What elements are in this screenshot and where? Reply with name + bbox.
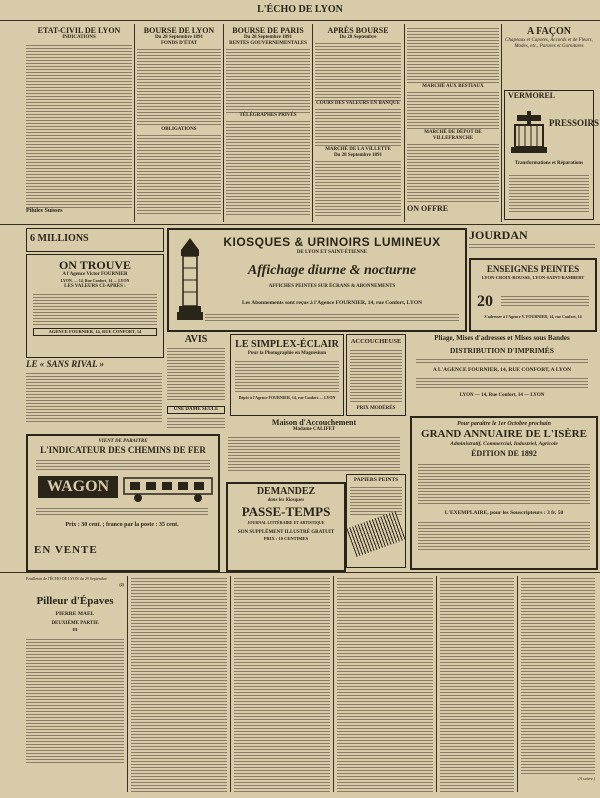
- demandez-title: DEMANDEZ: [256, 486, 316, 497]
- marche-bestiaux-text: [407, 90, 499, 130]
- apres-bourse-table: [315, 41, 401, 101]
- vermorel-text: [509, 173, 589, 213]
- enseignes-ad: [469, 258, 597, 332]
- on-trouve-line1: A l'Agence Victor FOURNIER: [62, 272, 128, 277]
- pliage-text: [416, 357, 588, 365]
- obligations-table: [137, 133, 221, 215]
- pliage-agency: A L'AGENCE FOURNIER, 14, RUE CONFORT, A LYON: [432, 367, 572, 373]
- rentes-heading: RENTES GOUVERNEMENTALES: [229, 41, 307, 46]
- maison-title: Maison d'Accouchement: [271, 418, 357, 427]
- simplex-title: LE SIMPLEX-ÉCLAIR: [235, 339, 339, 350]
- bourse-lyon-column: [137, 26, 221, 222]
- millions-ad: [26, 228, 164, 252]
- kiosques-fineprint: [205, 312, 459, 322]
- accoucheuse-text: [350, 348, 402, 404]
- avis-title: AVIS: [184, 334, 208, 345]
- pressoirs-label: PRESSOIRS: [549, 118, 600, 128]
- maison-text: [228, 435, 400, 471]
- feuilleton-text-1: [26, 637, 124, 765]
- villette-heading: MARCHÉ DE LA VILLETTE: [325, 147, 391, 152]
- a-suivre: (A suivre.): [578, 776, 595, 781]
- annuaire-text: [418, 462, 590, 506]
- chably-logo: [346, 511, 405, 557]
- column-rule: [230, 576, 231, 792]
- feuilleton-col-3: [234, 576, 330, 792]
- simplex-subtitle: Pour la Photographie en Magnésium: [247, 351, 327, 356]
- cours-valeurs-heading: COURS DES VALEURS EN BANQUE: [316, 101, 400, 106]
- indicateur-text: [36, 458, 210, 472]
- column-rule: [134, 24, 135, 222]
- maison-name: Madame CALIFET: [292, 427, 336, 432]
- feuilleton-col-4: [337, 576, 433, 792]
- etat-civil-column: [26, 26, 132, 222]
- telegraphes-table: [226, 119, 310, 215]
- apres-bourse-column: [315, 26, 401, 222]
- kiosques-ad: [167, 228, 467, 332]
- vermorel-tagline: Transformations et Réparations: [514, 161, 584, 166]
- bourse-lyon-title: BOURSE DE LYON: [143, 26, 215, 35]
- bourse-paris-column: [226, 26, 310, 222]
- feuilleton-header: Feuilleton de l'ÉCHO DE LYON du 29 Septembre: [26, 576, 107, 581]
- feuilleton-author: PIERRE MAEL: [55, 611, 95, 617]
- on-trouve-agency: AGENCE FOURNIER, 14, RUE CONFORT, 14: [33, 328, 157, 336]
- a-facon-title: A FAÇON: [527, 26, 571, 37]
- maison-ad: [222, 418, 406, 480]
- annuaire-price: L'EXEMPLAIRE, pour les Souscripteurs : 3 fr. 50: [444, 510, 564, 516]
- kiosques-subtitle: DE LYON ET SAINT-ÉTIENNE: [296, 250, 368, 255]
- section-divider: [0, 224, 600, 225]
- apres-bourse-date: Du 28 Septembre: [339, 35, 377, 40]
- fonds-etat-heading: FONDS D'ÉTAT: [160, 41, 198, 46]
- accoucheuse-title: ACCOUCHEUSE: [350, 338, 402, 345]
- passe-temps-ad: [226, 482, 346, 572]
- papiers-title: PAPIERS PEINTS: [353, 477, 399, 483]
- enseignes-text: [501, 294, 589, 308]
- etat-civil-text: [26, 43, 132, 208]
- simplex-ad: [230, 334, 344, 416]
- pliage-ad: [410, 334, 594, 414]
- obligations-heading: OBLIGATIONS: [161, 127, 197, 132]
- indicateur-ad: [26, 434, 220, 572]
- column-rule: [333, 576, 334, 792]
- column-rule: [501, 24, 502, 222]
- annuaire-ad: [410, 416, 598, 570]
- marche-bestiaux-title: MARCHÉ AUX BESTIAUX: [422, 84, 484, 89]
- feuilleton-text-6: [521, 576, 595, 776]
- pliage-title: Pliage, Mises d'adresses et Mises sous Bandes: [434, 334, 570, 342]
- feuilleton-col-6: [521, 576, 595, 792]
- kiosques-headline: Affichage diurne & nocturne: [247, 263, 417, 278]
- on-trouve-ad: [26, 254, 164, 358]
- vient-de-paraitre: VIENT DE PARAITRE: [98, 439, 148, 444]
- en-vente-label: EN VENTE: [34, 544, 98, 556]
- on-trouve-line3: LES VALEURS CI-APRÈS :: [64, 284, 126, 289]
- column-rule: [312, 24, 313, 222]
- bourse-lyon-date: Du 28 Septembre 1891: [154, 35, 204, 40]
- valeurs-list: [33, 292, 157, 326]
- demandez-subtitle: dans les Kiosques: [267, 498, 305, 503]
- indicateur-title: L'INDICATEUR DES CHEMINS DE FER: [40, 445, 206, 455]
- simplex-footer: Dépôt à l'Agence FOURNIER, 14, rue Confort — LYON: [238, 395, 336, 400]
- villette-text: [315, 159, 401, 217]
- jourdan-ad: [469, 228, 595, 254]
- a-facon-ad: [504, 26, 594, 86]
- kiosques-title: KIOSQUES & URINOIRS LUMINEUX: [223, 235, 441, 249]
- column-rule: [127, 576, 128, 792]
- avis-text: [167, 346, 225, 402]
- millions-title: 6 MILLIONS: [30, 233, 89, 244]
- vermorel-brand: VERMOREL: [508, 91, 556, 100]
- enseignes-footer: S'adresser à l'Agence V. FOURNIER, 14, rue Confort, 14: [484, 314, 582, 319]
- column-rule: [223, 24, 224, 222]
- villefranche-text: [407, 142, 499, 204]
- feuilleton-part: DEUXIÈME PARTIE: [51, 621, 99, 626]
- papiers-peints-ad: [346, 474, 406, 568]
- enseignes-subtitle: LYON-CROIX-ROUSSE, LYON-SAINT-RAMBERT: [481, 275, 585, 280]
- sans-rival-text: [26, 371, 162, 423]
- feuilleton-title: Pilleur d'Épaves: [36, 595, 114, 607]
- feuilleton-number: (2): [119, 582, 124, 587]
- on-offre-heading: ON OFFRE: [407, 204, 449, 213]
- annuaire-subtitle: Administratif, Commercial, Industriel, Agricole: [450, 441, 558, 447]
- villefranche-heading: MARCHÉ DE DÉPOT DE VILLEFRANCHE: [424, 130, 482, 141]
- kiosques-tagline: AFFICHES PEINTES SUR ÉCRANS & ABONNEMENTS: [268, 284, 396, 289]
- indicateur-text-2: [36, 506, 208, 516]
- telegraphes-heading: TÉLÉGRAPHES PRIVÉS: [239, 113, 297, 118]
- column-rule: [436, 576, 437, 792]
- rentes-table: [226, 47, 310, 113]
- jourdan-title: JOURDAN: [469, 228, 528, 242]
- dame-seule: UNE DAME SEULE: [167, 406, 225, 414]
- villette-date: Du 28 Septembre 1891: [333, 153, 383, 158]
- enseignes-title: ENSEIGNES PEINTES: [486, 264, 580, 274]
- annuaire-text-2: [418, 520, 590, 550]
- column-rule: [404, 24, 405, 222]
- feuilleton-divider: [0, 572, 600, 573]
- jourdan-text: [469, 242, 595, 250]
- etat-civil-title: ETAT-CIVIL DE LYON: [37, 26, 121, 35]
- pliage-footer: LYON — 14, Rue Confort, 14 — LYON: [459, 393, 545, 398]
- feuilleton-col-1: [26, 576, 124, 792]
- bourse-paris-date: Du 28 Septembre 1891: [243, 35, 293, 40]
- enseignes-price: 20: [477, 293, 493, 310]
- cours-valeurs-table: [315, 107, 401, 147]
- dame-seule-text: [167, 416, 225, 430]
- passe-temps-supplement: SON SUPPLÉMENT ILLUSTRÉ GRATUIT: [237, 530, 335, 535]
- pliage-text-2: [416, 376, 588, 390]
- kiosques-footer: Les Abonnements sont reçus à l'Agence FOURNIER, 14, rue Confort, LYON: [241, 300, 423, 306]
- passe-temps-headline: PASSE-TEMPS: [241, 504, 331, 519]
- fonds-etat-table: [137, 47, 221, 127]
- apres-bourse-title: APRÈS BOURSE: [327, 26, 389, 35]
- accoucheuse-footer: PRIX MODÉRÉS: [356, 406, 396, 411]
- bourse-paris-title: BOURSE DE PARIS: [232, 26, 304, 35]
- annuaire-title: GRAND ANNUAIRE DE L'ISÈRE: [421, 428, 587, 440]
- on-trouve-title: ON TROUVE: [58, 258, 132, 272]
- on-trouve-line2: LYON. — 14, Rue Confort, 14 — LYON: [60, 278, 130, 283]
- wagon-illustration: [122, 474, 216, 504]
- annuaire-edition: ÉDITION DE 1892: [471, 449, 537, 458]
- passe-temps-price: PRIX : 10 CENTIMES: [263, 536, 309, 541]
- avis-ad: [167, 334, 225, 434]
- wagon-label: WAGON: [38, 476, 118, 498]
- a-facon-text: Chapeaux et Capotes, Accords et de Fleurs, Modes, etc., Parures et Garnitures: [505, 38, 593, 49]
- simplex-text: [235, 359, 339, 393]
- marche-column: [407, 26, 499, 222]
- column-rule: [517, 576, 518, 792]
- annuaire-intro: Pour paraître le 1er Octobre prochain: [457, 421, 551, 427]
- kiosque-illustration: [177, 238, 203, 324]
- passe-temps-tagline: JOURNAL LITTÉRAIRE ET ARTISTIQUE: [247, 520, 325, 525]
- accoucheuse-ad: [346, 334, 406, 416]
- vermorel-ad: [504, 90, 600, 220]
- distribution-heading: DISTRIBUTION D'IMPRIMÉS: [450, 346, 554, 355]
- sans-rival-title: LE « SANS RIVAL »: [26, 359, 105, 369]
- feuilleton-col-5: [440, 576, 514, 792]
- etat-civil-subtitle: INDICATIONS: [62, 35, 96, 40]
- pilules-ad: Pilules Suisses: [26, 208, 63, 214]
- indicateur-price: Prix : 30 cent. ; franco par la poste : 35 cent.: [65, 522, 179, 528]
- sans-rival-ad: [26, 360, 162, 430]
- feuilleton-col-2: [131, 576, 227, 792]
- masthead: L'ÉCHO DE LYON: [0, 0, 600, 21]
- feuilleton-chapter: III: [72, 627, 78, 632]
- press-illustration: [509, 111, 549, 155]
- marche-top-text: [407, 26, 499, 84]
